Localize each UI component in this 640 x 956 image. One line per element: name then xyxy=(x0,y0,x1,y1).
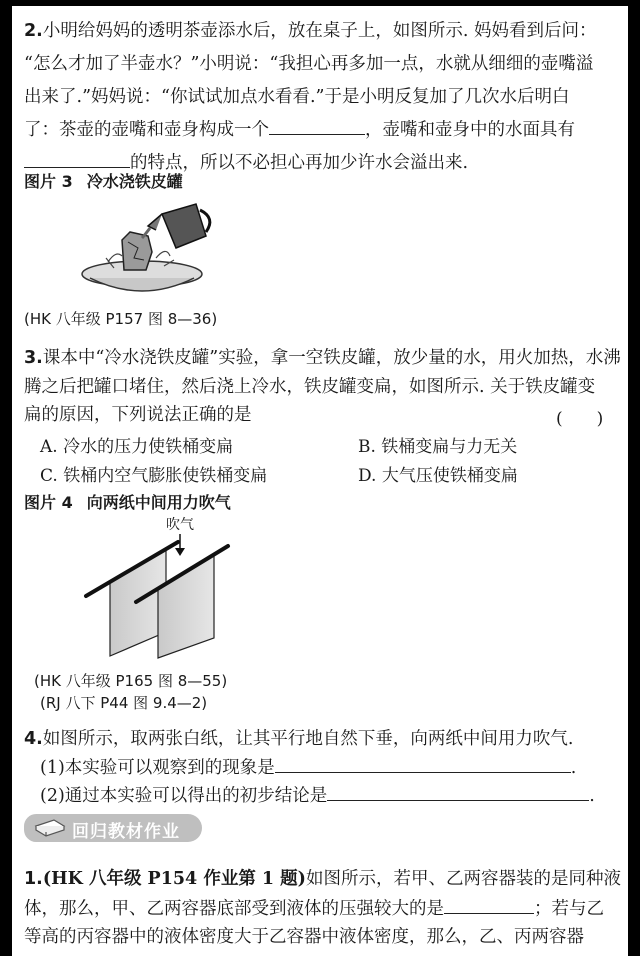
cold-water-can-illustration xyxy=(78,196,218,304)
q2-line-3: 出来了.”妈妈说：“你试试加点水看看.”于是小明反复加了几次水后明白 xyxy=(24,87,570,107)
q2-line-5: 的特点，所以不必担心再加少许水会溢出来. xyxy=(24,152,468,174)
section-title: 回归教材作业 xyxy=(72,822,180,842)
q3-option-d[interactable]: D. 大气压使铁桶变扁 xyxy=(358,466,518,486)
q3-line-2: 腾之后把罐口堵住，然后浇上冷水，铁皮罐变扁，如图所示. 关于铁皮罐变 xyxy=(24,377,596,397)
q2-line-4: 了：茶壶的壶嘴和壶身构成一个 ，壶嘴和壶身中的水面具有 xyxy=(24,120,575,140)
q4-sub-1: (1)本实验可以观察到的现象是 . xyxy=(40,758,577,778)
q3-option-a[interactable]: A. 冷水的压力使铁桶变扁 xyxy=(40,437,234,457)
q3-line-1: 3.课本中“冷水浇铁皮罐”实验，拿一空铁皮罐，放少量的水，用火加热，水沸 xyxy=(24,348,621,368)
hw-q1-line-3: 等高的丙容器中的液体密度大于乙容器中液体密度，那么，乙、丙两容器 xyxy=(24,927,584,947)
hw-q1-reference: (HK 八年级 P154 作业第 1 题) xyxy=(42,869,306,889)
hw-q1-number: 1. xyxy=(24,869,43,889)
q2-line-2: “怎么才加了半壶水？”小明说：“我担心再多加一点，水就从细细的壶嘴溢 xyxy=(24,54,594,74)
q4-answer-blank-2[interactable] xyxy=(327,785,589,801)
figure-4-caption-rj: (RJ 八下 P44 图 9.4—2) xyxy=(40,694,208,712)
q4-sub-2: (2)通过本实验可以得出的初步结论是 . xyxy=(40,786,595,806)
book-icon xyxy=(32,818,68,838)
hw-q1-line-1: 1.(HK 八年级 P154 作业第 1 题)如图所示，若甲、乙两容器装的是同种液 xyxy=(24,869,621,889)
q3-line-3: 扁的原因，下列说法正确的是 xyxy=(24,405,252,425)
figure-3-caption: (HK 八年级 P157 图 8—36) xyxy=(24,310,218,328)
section-badge xyxy=(24,814,202,842)
figure-3-heading: 图片 3 冷水浇铁皮罐 xyxy=(24,172,183,191)
q4-line-1: 4.如图所示，取两张白纸，让其平行地自然下垂，向两纸中间用力吹气. xyxy=(24,729,574,749)
q2-answer-blank-2[interactable] xyxy=(24,152,130,168)
q3-option-c[interactable]: C. 铁桶内空气膨胀使铁桶变扁 xyxy=(40,466,268,486)
two-papers-illustration xyxy=(70,532,240,658)
blow-air-label: 吹气 xyxy=(166,517,194,533)
q3-number: 3. xyxy=(24,348,43,368)
figure-4-heading: 图片 4 向两纸中间用力吹气 xyxy=(24,493,231,512)
q4-answer-blank-1[interactable] xyxy=(275,757,571,773)
hw-q1-answer-blank-1[interactable] xyxy=(444,898,534,914)
q2-answer-blank-1[interactable] xyxy=(269,119,365,135)
q4-number: 4. xyxy=(24,729,43,749)
q3-answer-parentheses[interactable]: ( ) xyxy=(556,409,604,429)
q3-option-b[interactable]: B. 铁桶变扁与力无关 xyxy=(358,437,518,457)
q2-line-1: 2.小明给妈妈的透明茶壶添水后，放在桌子上，如图所示. 妈妈看到后问： xyxy=(24,21,597,41)
q2-number: 2. xyxy=(24,21,43,41)
textbook-page xyxy=(12,6,628,956)
figure-4-caption-hk: (HK 八年级 P165 图 8—55) xyxy=(34,672,228,690)
hw-q1-line-2: 体，那么，甲、乙两容器底部受到液体的压强较大的是 ；若与乙 xyxy=(24,899,604,919)
